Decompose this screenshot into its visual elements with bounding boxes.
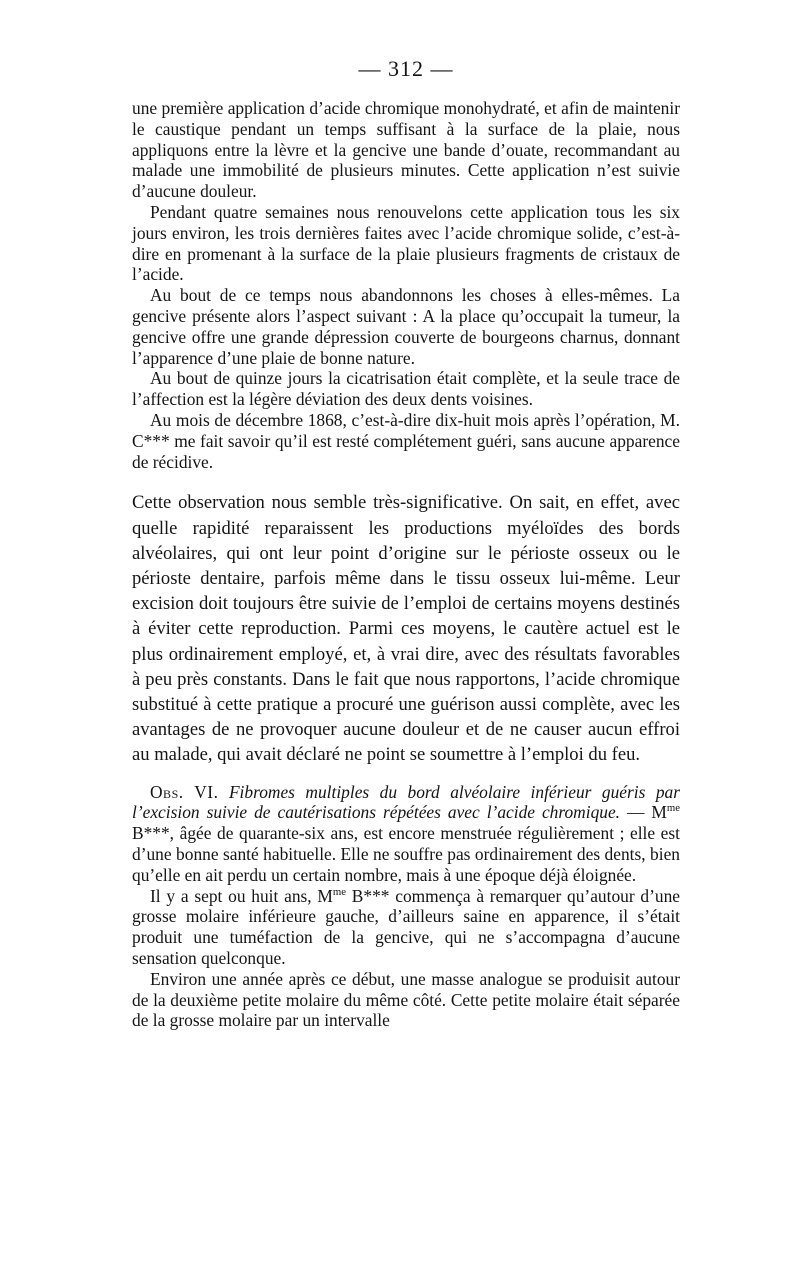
observation-text: — M xyxy=(627,802,667,823)
paragraph: Au bout de quinze jours la cicatrisation était complète, et la seule trace de l’affection est la légère déviation des deux dents voisines. xyxy=(132,368,680,410)
paragraph: Pendant quatre semaines nous renouvelons cette application tous les six jours environ, les trois dernières faites avec l’acide chromique solide, c’est-à-dire en promenant à la surface de la plaie plusieurs fragments de cristaux de l’acide. xyxy=(132,201,680,285)
case-continuation xyxy=(132,98,680,472)
commentary-paragraph: Cette observation nous semble très-significative. On sait, en effet, avec quelle rapidité reparaissent les productions myéloïdes des bords alvéolaires, qui ont leur point d’origine sur le périoste osseux ou le périoste dentaire, parfois même dans le tissu osseux lui-même. Leur excision doit toujours être suivie de l’emploi de certains moyens destinés à éviter cette reproduction. Parmi ces moyens, le cautère actuel est le plus ordinairement employé, et, à vrai dire, avec des résultats favorables à peu près constants. Dans le fait que nous rapportons, l’acide chromique substitué à cette pratique a procuré une guérison aussi complète, avec les avantages de ne provoquer aucune douleur et de ne causer aucun effroi au malade, qui avait déclaré ne point se soumettre à l’emploi du feu. xyxy=(132,492,680,766)
observation-heading xyxy=(132,782,680,886)
paragraph: Au mois de décembre 1868, c’est-à-dire dix-huit mois après l’opération, M. C*** me fait savoir qu’il est resté complétement guéri, sans aucune apparence de récidive. xyxy=(132,409,680,472)
superscript: me xyxy=(666,802,680,815)
page-number: — 312 — xyxy=(358,56,454,81)
paragraph-text: B*** commença à remarquer qu’autour d’une grosse molaire inférieure gauche, d’ailleurs saine en apparence, il s’était produit une tuméfaction de la gencive, qui ne s’accompagna d’aucune sensation quelconque. xyxy=(132,885,680,968)
observation-block xyxy=(132,782,680,1032)
observation-label: Obs. VI. xyxy=(150,781,219,802)
paragraph: une première application d’acide chromique monohydraté, et afin de maintenir le caustique pendant un temps suffisant à la surface de la plaie, nous appliquons entre la lèvre et la gencive une bande d’ouate, recommandant au malade une immobilité de plusieurs minutes. Cette application n’est suivie d’aucune douleur. xyxy=(132,98,680,202)
paragraph xyxy=(132,886,680,969)
paragraph-text: Il y a sept ou huit ans, M xyxy=(150,885,333,906)
observation-text: B***, âgée de quarante-six ans, est encore menstruée régulièrement ; elle est d’une bonne santé habituelle. Elle ne souffre pas ordinairement des dents, bien qu’elle en ait perdu un certain nombre, mais à une époque déjà éloignée. xyxy=(132,823,680,885)
observation-title: Fibromes multiples du bord alvéolaire inférieur guéris par l’excision suivie de cautérisations répétées avec l’acide chromique. xyxy=(132,781,680,823)
superscript: me xyxy=(332,885,347,898)
paragraph: Environ une année après ce début, une masse analogue se produisit autour de la deuxième petite molaire du même côté. Cette petite molaire était séparée de la grosse molaire par un intervalle xyxy=(132,968,680,1031)
page-body xyxy=(132,58,680,1031)
commentary-block xyxy=(132,490,680,767)
paragraph: Au bout de ce temps nous abandonnons les choses à elles-mêmes. La gencive présente alors l’aspect suivant : A la place qu’occupait la tumeur, la gencive offre une grande dépression couverte de bourgeons charnus, donnant l’apparence d’une plaie de bonne nature. xyxy=(132,285,680,368)
